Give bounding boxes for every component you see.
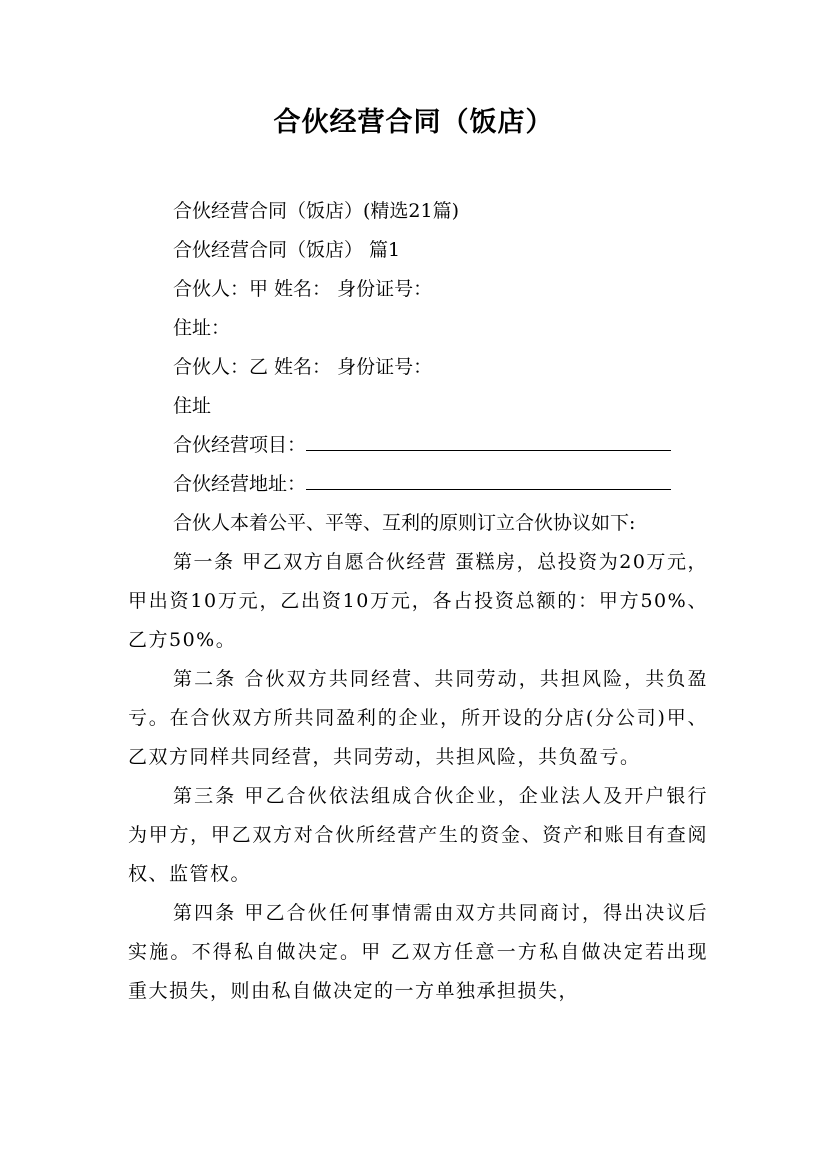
project-label: 合伙经营项目： [173,434,307,456]
address-blank [306,465,671,490]
article-2: 第二条 合伙双方共同经营、共同劳动，共担风险，共负盈亏。在合伙双方所共同盈利的企业，所开设的分店(分公司)甲、乙双方同样共同经营，共同劳动，共担风险，共负盈亏。 [128,668,708,768]
document-title: 合伙经营合同（饭店） [273,107,554,138]
section-heading: 合伙经营合同（饭店） 篇1 [173,239,401,261]
document-body [128,192,708,1011]
address-label: 合伙经营地址： [173,473,307,495]
partner-a-line: 合伙人：甲 姓名： 身份证号： [173,278,433,300]
article-3: 第三条 甲乙合伙依法组成合伙企业，企业法人及开户银行为甲方，甲乙双方对合伙所经营产生的资金、资产和账目有查阅权、监管权。 [128,785,708,885]
address-field [128,465,708,504]
article-1: 第一条 甲乙双方自愿合伙经营 蛋糕房，总投资为20万元，甲出资10万元，乙出资10万元，各占投资总额的：甲方50%、乙方50%。 [128,551,708,651]
partner-a-address: 住址： [173,317,231,339]
project-field [128,426,708,465]
partner-b-address: 住址 [173,395,212,417]
subtitle-line: 合伙经营合同（饭店）(精选21篇) [173,200,460,222]
project-blank [306,426,671,451]
article-4: 第四条 甲乙合伙任何事情需由双方共同商讨，得出决议后实施。不得私自做决定。甲 乙双方任意一方私自做决定若出现重大损失，则由私自做决定的一方单独承担损失， [128,902,708,1002]
partner-b-line: 合伙人：乙 姓名： 身份证号： [173,356,433,378]
intro-line: 合伙人本着公平、平等、互利的原则订立合伙协议如下: [173,512,636,534]
